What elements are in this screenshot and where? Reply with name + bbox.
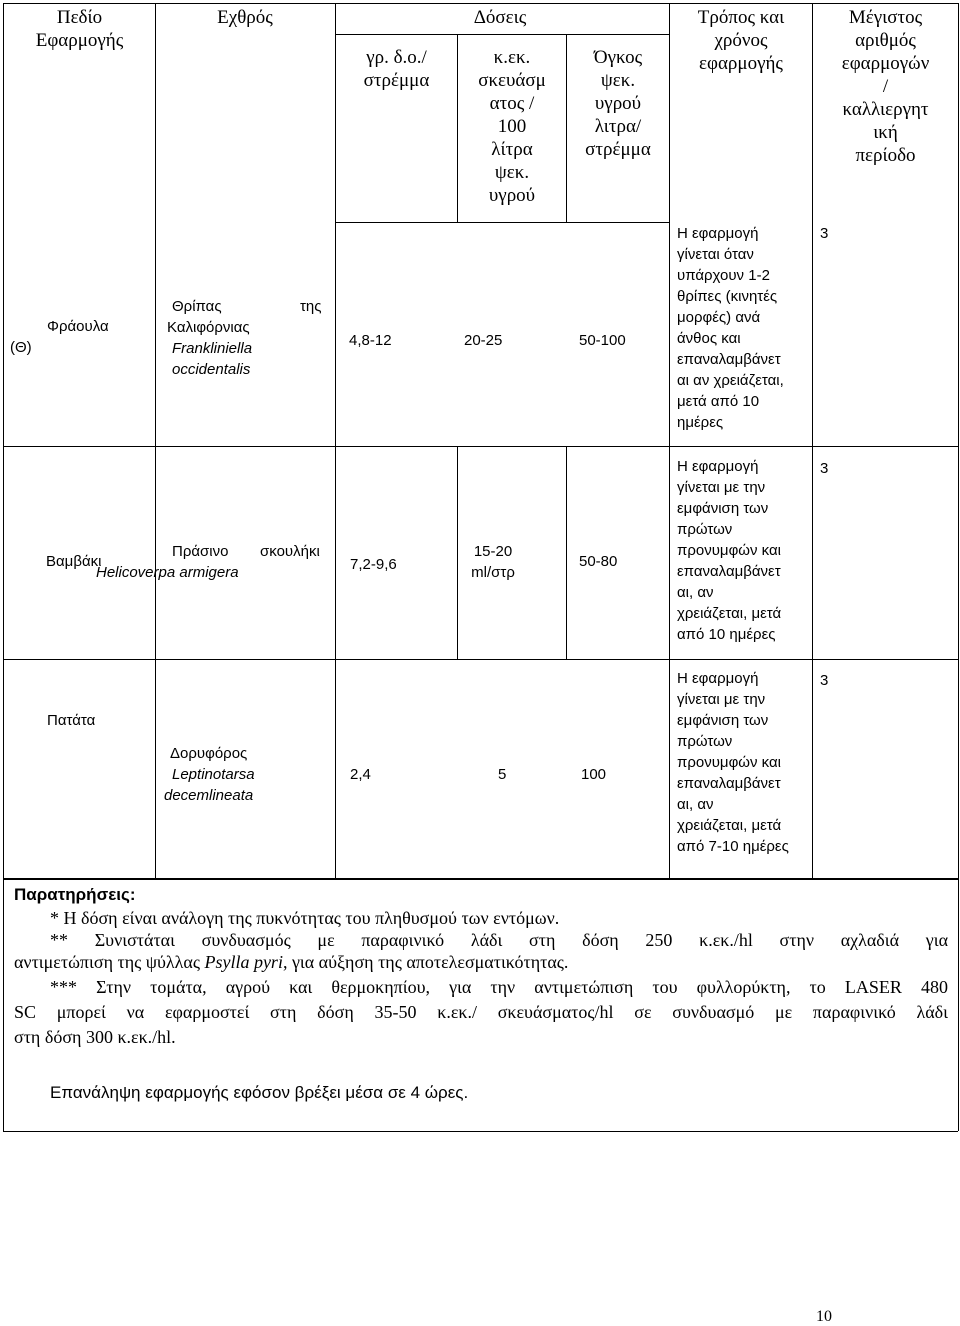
method-line: γίνεται με την xyxy=(677,479,766,496)
method-line: χρειάζεται, μετά xyxy=(677,817,782,834)
max-applications: 3 xyxy=(820,225,829,242)
header-volume xyxy=(567,46,669,161)
method-line: θρίπες (κινητές xyxy=(677,288,778,305)
note-3: *** Στην τομάτα, αγρού και θερμοκηπίου, για την αντιμετώπιση του φυλλορύκτη, το LASER 480 xyxy=(50,977,948,997)
header-text: Πεδίο xyxy=(56,7,103,28)
header-text: λίτρα xyxy=(491,139,533,160)
spray-volume: 50-100 xyxy=(579,332,626,349)
method-line: επαναλαμβάνετ xyxy=(677,351,781,368)
page-number: 10 xyxy=(816,1308,832,1325)
method-line: γίνεται με την xyxy=(677,691,766,708)
method-line: επαναλαμβάνετ xyxy=(677,563,781,580)
header-method xyxy=(670,6,812,75)
header-text: εφαρμογών xyxy=(841,53,930,74)
method-line: μορφές) ανά xyxy=(677,309,761,326)
header-text: περίοδο xyxy=(855,145,916,166)
method-line: Η εφαρμογή xyxy=(677,458,759,475)
method-line: πρώτων xyxy=(677,733,733,750)
pest-text: σκουλήκι xyxy=(260,543,320,560)
dose-gr: 7,2-9,6 xyxy=(350,556,397,573)
header-text: / xyxy=(882,76,889,97)
note-2-cont xyxy=(14,951,948,973)
header-dose-kek xyxy=(458,46,566,207)
method-line: Η εφαρμογή xyxy=(677,225,759,242)
header-text: Όγκος xyxy=(593,47,643,68)
header-text: γρ. δ.ο./ xyxy=(366,47,427,68)
spray-volume: 100 xyxy=(581,766,607,783)
header-text: Εφαρμογής xyxy=(35,30,124,51)
header-field xyxy=(4,6,155,52)
header-text: χρόνος xyxy=(714,30,768,51)
header-text: ική xyxy=(873,122,898,143)
header-text: λιτρα/ xyxy=(594,116,642,137)
application-method xyxy=(677,456,811,645)
pest-latin: decemlineata xyxy=(164,787,254,804)
dose-kek: 5 xyxy=(498,766,507,783)
header-enemy xyxy=(170,6,320,29)
crop-name: Φράουλα xyxy=(47,318,109,335)
application-method xyxy=(677,223,811,433)
pest-text: Πράσινο xyxy=(172,543,229,560)
header-max-applications xyxy=(813,6,958,167)
pest-text: Θρίπας xyxy=(172,298,222,315)
method-line: επαναλαμβάνετ xyxy=(677,775,781,792)
method-line: Η εφαρμογή xyxy=(677,670,759,687)
row-prefix: (Θ) xyxy=(10,339,32,356)
pest-name xyxy=(163,296,328,380)
header-text: αριθμός xyxy=(855,30,916,51)
method-line: μετά από 10 xyxy=(677,393,760,410)
header-text: Τρόπος και xyxy=(697,7,785,28)
pest-latin: occidentalis xyxy=(172,361,251,378)
method-line: αι, αν xyxy=(677,796,714,813)
dose-kek-line: ml/στρ xyxy=(471,564,515,581)
note-3-cont: SC μπορεί να εφαρμοστεί στη δόση 35-50 κ.εκ./ σκευάσματος/hl σε συνδυασμό με παραφινικό λάδι xyxy=(14,1002,948,1022)
header-text: ατος / xyxy=(489,93,535,114)
pest-text: της xyxy=(300,298,322,315)
header-text: υγρού xyxy=(594,93,642,114)
method-line: προνυμφών και xyxy=(677,754,781,771)
pest-latin: Frankliniella xyxy=(172,340,253,357)
crop-name: Πατάτα xyxy=(47,712,96,729)
max-applications: 3 xyxy=(820,460,829,477)
method-line: από 7-10 ημέρες xyxy=(677,838,789,855)
crop-name: Βαμβάκι xyxy=(46,553,102,570)
dose-kek xyxy=(458,541,528,583)
method-line: εμφάνιση των xyxy=(677,500,769,517)
method-line: αι αν χρειάζεται, xyxy=(677,372,784,389)
method-line: άνθος και xyxy=(677,330,741,347)
note-1: * Η δόση είναι ανάλογη της πυκνότητας του πληθυσμού των εντόμων. xyxy=(50,908,560,928)
dose-gr: 2,4 xyxy=(350,766,371,783)
note-4: Επανάληψη εφαρμογής εφόσον βρέξει μέσα σε 4 ώρες. xyxy=(50,1083,469,1102)
header-text: κ.εκ. xyxy=(493,47,531,68)
method-line: εμφάνιση των xyxy=(677,712,769,729)
note-latin: Psylla pyri xyxy=(204,952,283,972)
dose-kek: 20-25 xyxy=(464,332,503,349)
header-text: υγρού xyxy=(488,185,536,206)
header-text: στρέμμα xyxy=(585,139,651,160)
dose-gr: 4,8-12 xyxy=(349,332,392,349)
method-line: πρώτων xyxy=(677,521,733,538)
pest-latin: Helicoverpa armigera xyxy=(96,564,239,581)
notes-title: Παρατηρήσεις: xyxy=(14,885,136,904)
method-line: γίνεται όταν xyxy=(677,246,754,263)
application-method xyxy=(677,668,811,857)
pest-latin: Leptinotarsa xyxy=(172,766,255,783)
note-3-end: στη δόση 300 κ.εκ./hl. xyxy=(14,1027,176,1047)
max-applications: 3 xyxy=(820,672,829,689)
header-text: Μέγιστος xyxy=(848,7,923,28)
header-doses xyxy=(400,6,600,29)
notes-section xyxy=(14,884,948,1104)
header-text: 100 xyxy=(497,116,527,137)
header-text: σκευάσμ xyxy=(478,70,546,91)
note-text: , για αύξηση της αποτελεσματικότητας. xyxy=(282,952,569,972)
header-text: Εχθρός xyxy=(217,7,273,28)
header-text: στρέμμα xyxy=(363,70,430,91)
method-line: προνυμφών και xyxy=(677,542,781,559)
note-2: ** Συνιστάται συνδυασμός με παραφινικό λάδι στη δόση 250 κ.εκ./hl στην αχλαδιά για xyxy=(50,930,948,950)
method-line: αι, αν xyxy=(677,584,714,601)
method-line: υπάρχουν 1-2 xyxy=(677,267,770,284)
pest-name xyxy=(96,541,334,585)
dose-kek-line: 15-20 xyxy=(473,543,513,560)
header-dose-gr xyxy=(336,46,457,92)
method-line: χρειάζεται, μετά xyxy=(677,605,782,622)
header-text: ψεκ. xyxy=(494,162,530,183)
header-text: καλλιεργητ xyxy=(842,99,929,120)
note-text: αντιμετώπιση της ψύλλας xyxy=(14,952,205,972)
header-text: εφαρμογής xyxy=(699,53,783,74)
spray-volume: 50-80 xyxy=(579,553,618,570)
pest-name xyxy=(164,743,329,806)
method-line: ημέρες xyxy=(677,414,724,431)
header-text: ψεκ. xyxy=(600,70,636,91)
pest-text: Καλιφόρνιας xyxy=(167,319,250,336)
method-line: από 10 ημέρες xyxy=(677,626,776,643)
header-text: Δόσεις xyxy=(473,7,527,28)
pest-text: Δορυφόρος xyxy=(170,745,248,762)
